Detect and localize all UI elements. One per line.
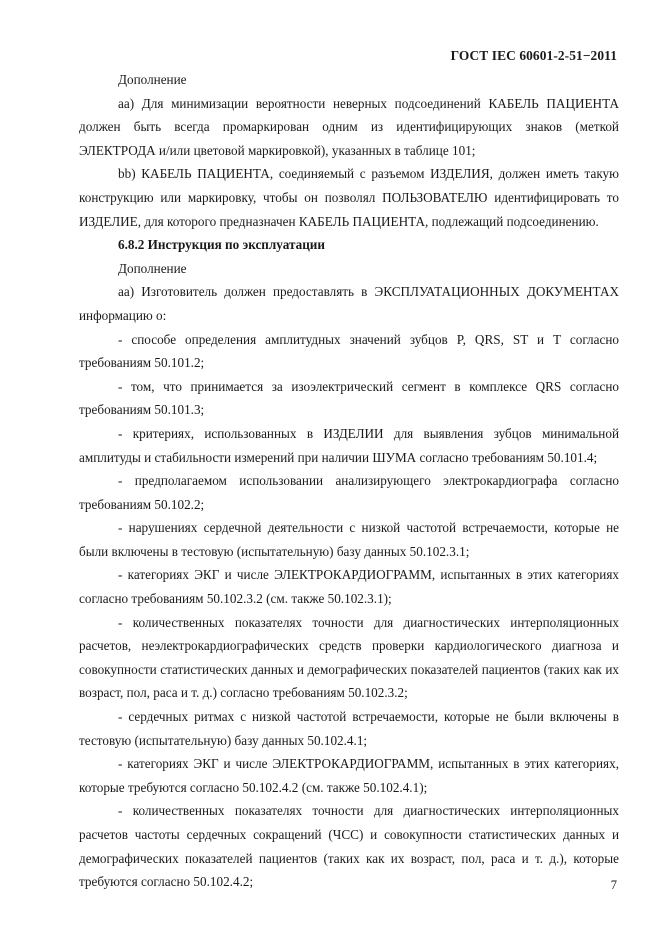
list-item-accuracy-heart-rate: - количественных показателях точности для диагностических интерполяционных расчетов частоты сердечных сокращений (ЧСС) и совокупности статистических данных и демографических показателей пациентов (таких как их возраст, пол, раса и т. д.), которые требуются согласно 50.102.4.2; (79, 803, 619, 890)
addendum-label: Дополнение (118, 72, 187, 87)
list-item-ecg-categories-rhythm: - категориях ЭКГ и числе ЭЛЕКТРОКАРДИОГРАММ, испытанных в этих категориях, которые требуются согласно 50.102.4.2 (см. также 50.102.4.1); (79, 756, 619, 795)
list-item-isoelectric-segment: - том, что принимается за изоэлектрический сегмент в комплексе QRS согласно требованиям 50.101.3; (79, 378, 619, 418)
paragraph-aa-cable-marking: aa) Для минимизации вероятности неверных подсоединений КАБЕЛЬ ПАЦИЕНТА должен быть всегда промаркирован одним из идентифицирующих знаков (меткой ЭЛЕКТРОДА и/или цветовой маркировкой), указанных в таблице 101; (79, 95, 619, 158)
list-item-intended-use: - предполагаемом использовании анализирующего электрокардиографа согласно требованиям 50.102.2; (79, 473, 619, 512)
paragraph-aa-manufacturer-info: аа) Изготовитель должен предоставлять в ЭКСПЛУАТАЦИОННЫХ ДОКУМЕНТАХ информацию о: (79, 284, 619, 323)
addendum-label-2: Дополнение (118, 260, 187, 276)
document-body (79, 68, 619, 894)
list-item-min-amplitude-criteria: - критериях, использованных в ИЗДЕЛИИ для выявления зубцов минимальной амплитуды и стабильности измерений при наличии ШУМА согласно требованиям 50.101.4; (79, 425, 619, 465)
paragraph-bb-cable-identification: bb) КАБЕЛЬ ПАЦИЕНТА, соединяемый с разъемом ИЗДЕЛИЯ, должен иметь такую конструкцию или маркировку, чтобы он позволял ПОЛЬЗОВАТЕЛЮ идентифицировать то ИЗДЕЛИЕ, для которого предназначен КАБЕЛЬ ПАЦИЕНТА, подлежащий подсоединению. (79, 166, 619, 229)
list-item-ecg-categories: - категориях ЭКГ и числе ЭЛЕКТРОКАРДИОГРАММ, испытанных в этих категориях согласно требованиям 50.102.3.2 (см. также 50.102.3.1); (79, 567, 619, 607)
list-item-accuracy-diagnostic: - количественных показателях точности для диагностических интерполяционных расчетов, неэлектрокардиографических средств проверки кардиологического диагноза и совокупности статистических данных и демографических показателей пациентов (таких как их возраст, пол, раса и т. д.) согласно требованиям 50.102.3.2; (79, 614, 619, 701)
section-heading-6-8-2: 6.8.2 Инструкция по эксплуатации (118, 237, 326, 253)
list-item-amplitude-method: - способе определения амплитудных значений зубцов P, QRS, ST и T согласно требованиям 50.101.2; (79, 331, 619, 371)
page-number: 7 (610, 878, 617, 892)
list-item-rare-disorders: - нарушениях сердечной деятельности с низкой частотой встречаемости, которые не были включены в тестовую (испытательную) базу данных 50.102.3.1; (79, 520, 619, 559)
list-item-rare-rhythms: - сердечных ритмах с низкой частотой встречаемости, которые не были включены в тестовую (испытательную) базу данных 50.102.4.1; (79, 709, 619, 748)
standard-header: ГОСТ IEC 60601-2-51−2011 (450, 48, 617, 63)
